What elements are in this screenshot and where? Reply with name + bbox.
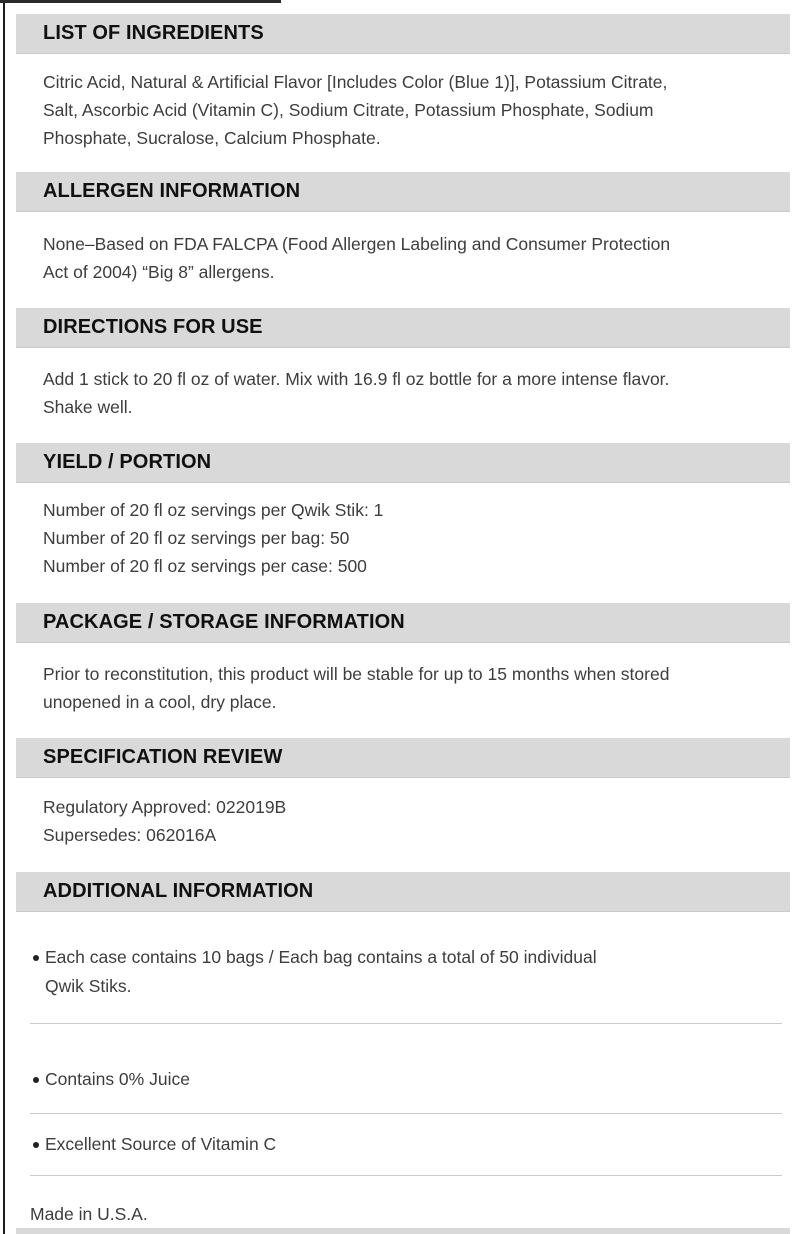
section-title: PACKAGE / STORAGE INFORMATION: [43, 611, 405, 633]
next-section-bar-remnant: [16, 1228, 790, 1234]
section-title: ADDITIONAL INFORMATION: [43, 880, 314, 902]
storage-paragraph: [43, 660, 783, 716]
section-title: ALLERGEN INFORMATION: [43, 180, 301, 202]
ingredients-line: Phosphate, Sucralose, Calcium Phosphate.: [43, 128, 381, 148]
bullet-icon: [33, 1142, 39, 1148]
section-header-package-storage: [16, 603, 790, 643]
section-title: LIST OF INGREDIENTS: [43, 22, 264, 44]
storage-line: unopened in a cool, dry place.: [43, 692, 277, 712]
allergen-line: Act of 2004) “Big 8” allergens.: [43, 262, 275, 282]
made-in-usa-note: Made in U.S.A.: [30, 1204, 148, 1224]
page-top-border-remnant: [0, 0, 281, 3]
section-title: SPECIFICATION REVIEW: [43, 746, 283, 768]
section-title: DIRECTIONS FOR USE: [43, 316, 263, 338]
directions-line: Shake well.: [43, 397, 133, 417]
yield-lines: [43, 496, 783, 580]
divider: [30, 1113, 782, 1114]
bullet-line: Excellent Source of Vitamin C: [45, 1134, 277, 1154]
bullet-item-juice-content: [45, 1065, 783, 1094]
spec-review-lines: [43, 793, 783, 849]
ingredients-line: Citric Acid, Natural & Artificial Flavor [Includes Color (Blue 1)], Potassium Citrate,: [43, 72, 668, 92]
bullet-icon: [33, 955, 39, 961]
section-header-directions-for-use: [16, 308, 790, 348]
section-header-additional-information: [16, 872, 790, 912]
bullet-item-case-contents: [45, 943, 783, 1001]
section-header-yield-portion: [16, 443, 790, 483]
yield-line-per-case: Number of 20 fl oz servings per case: 500: [43, 556, 367, 576]
supersedes-line: Supersedes: 062016A: [43, 825, 217, 845]
regulatory-approved-line: Regulatory Approved: 022019B: [43, 797, 287, 817]
divider: [30, 1023, 782, 1024]
section-header-list-of-ingredients: [16, 14, 790, 54]
ingredients-line: Salt, Ascorbic Acid (Vitamin C), Sodium Citrate, Potassium Phosphate, Sodium: [43, 100, 654, 120]
divider: [30, 1175, 782, 1176]
bullet-item-vitamin-c: [45, 1130, 783, 1159]
yield-line-per-bag: Number of 20 fl oz servings per bag: 50: [43, 528, 350, 548]
yield-line-per-stik: Number of 20 fl oz servings per Qwik Stik: 1: [43, 500, 384, 520]
directions-paragraph: [43, 365, 783, 421]
allergen-paragraph: [43, 230, 783, 286]
section-header-allergen-information: [16, 172, 790, 212]
section-header-specification-review: [16, 738, 790, 778]
bullet-icon: [33, 1077, 39, 1083]
page-left-border: [3, 0, 5, 1234]
bullet-line: Contains 0% Juice: [45, 1069, 190, 1089]
bullet-line: Qwik Stiks.: [45, 976, 132, 996]
section-title: YIELD / PORTION: [43, 451, 212, 473]
bullet-line: Each case contains 10 bags / Each bag contains a total of 50 individual: [45, 947, 597, 967]
storage-line: Prior to reconstitution, this product will be stable for up to 15 months when stored: [43, 664, 670, 684]
ingredients-paragraph: [43, 68, 783, 152]
directions-line: Add 1 stick to 20 fl oz of water. Mix with 16.9 fl oz bottle for a more intense flavor.: [43, 369, 670, 389]
allergen-line: None–Based on FDA FALCPA (Food Allergen Labeling and Consumer Protection: [43, 234, 671, 254]
